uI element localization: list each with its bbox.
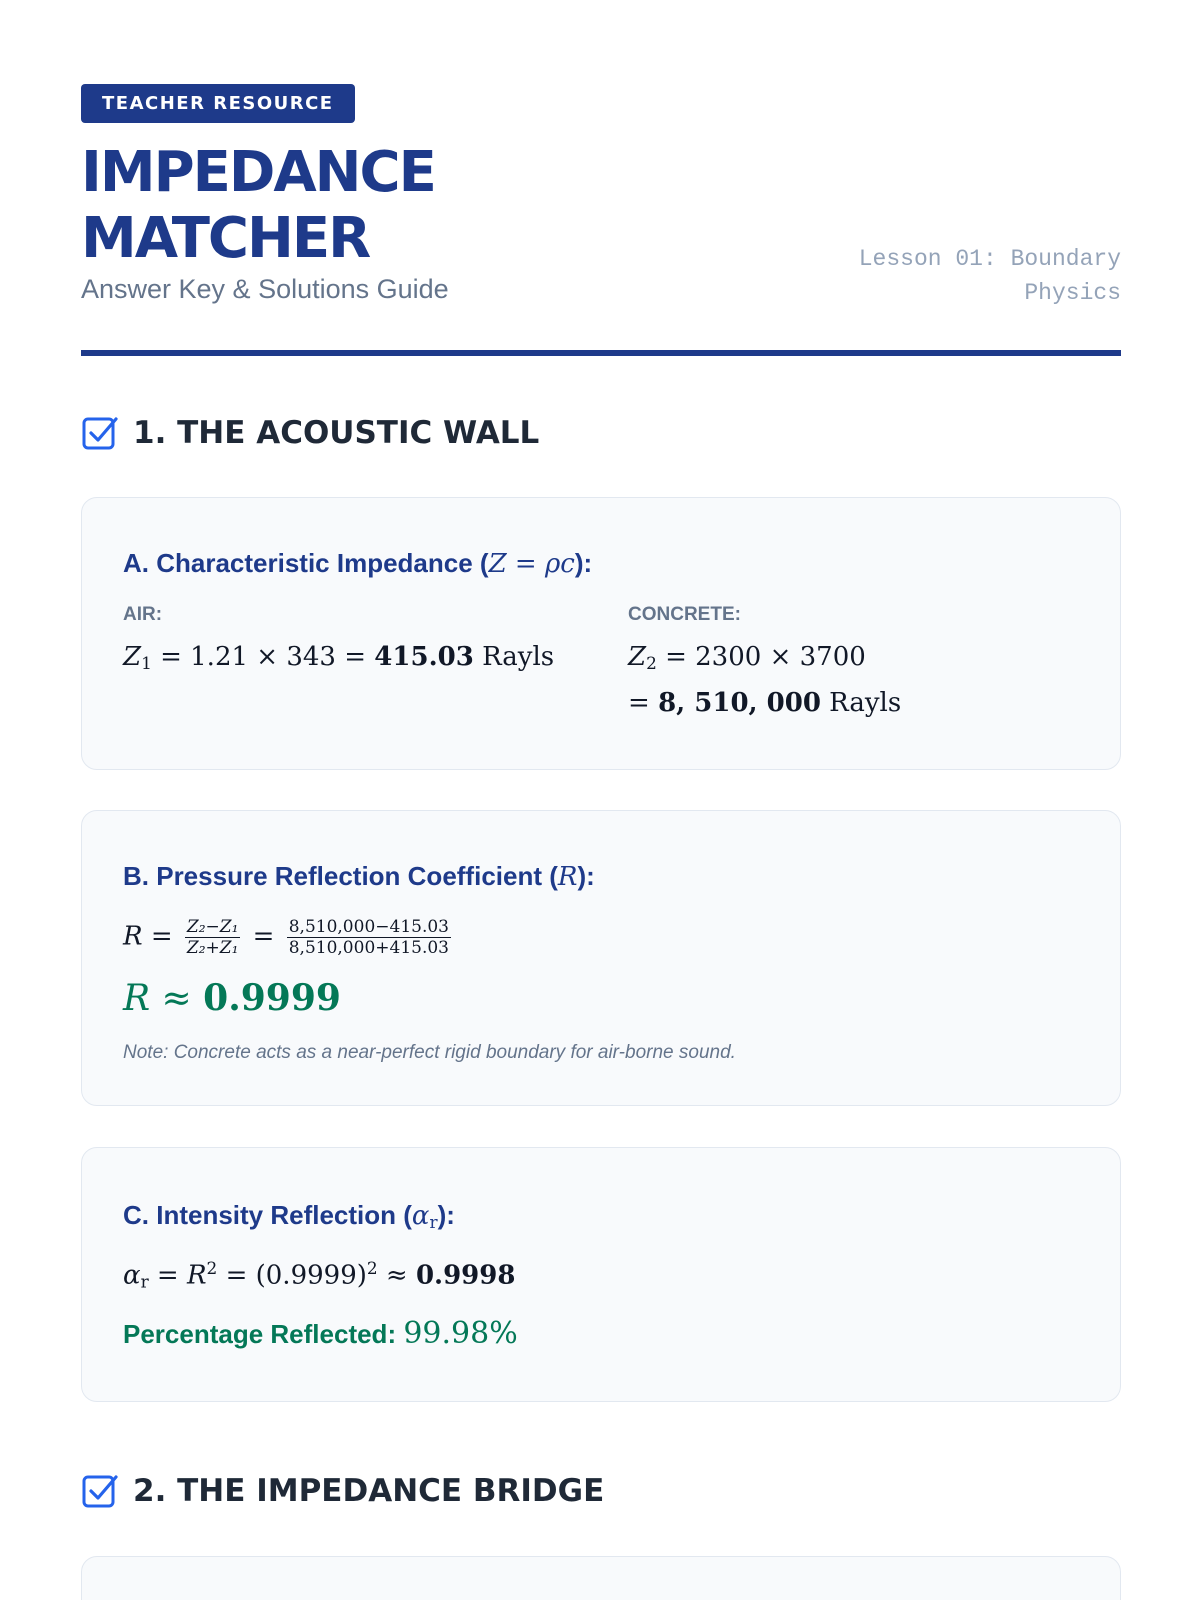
card-b-title-math: R: [557, 862, 578, 892]
card-c-title-text: C. Intensity Reflection (: [123, 1200, 412, 1230]
air-unit: Rayls: [482, 642, 555, 672]
section-2-title: 2. THE IMPEDANCE BRIDGE: [133, 1473, 605, 1509]
card-c-title: C. Intensity Reflection $(\alpha_r)$:: [123, 1200, 455, 1233]
teacher-resource-badge: TEACHER RESOURCE: [81, 84, 355, 123]
card-b-title-text: B. Pressure Reflection Coefficient (: [123, 861, 558, 891]
air-label: AIR:: [123, 604, 163, 625]
card-characteristic-impedance: [81, 497, 1121, 770]
impedance-fraction: [185, 917, 241, 958]
header-divider: [81, 350, 1121, 356]
page-title: [81, 140, 435, 272]
concrete-result-line: = 8, 510, 000 Rayls: [628, 688, 902, 718]
concrete-label: CONCRETE:: [628, 604, 741, 625]
card-pressure-reflection: [81, 810, 1121, 1106]
air-result: 415.03: [374, 642, 474, 672]
section-1-title: 1. THE ACOUSTIC WALL: [133, 415, 540, 451]
card-c-title-end: ):: [437, 1200, 455, 1230]
percentage-reflected: [123, 1316, 518, 1351]
card-intensity-reflection: [81, 1147, 1121, 1402]
intensity-equation: $\alpha_r = R^2 = (0.9999)^2 \approx 0.9998$: [123, 1258, 516, 1292]
section-2-heading: [81, 1472, 604, 1510]
numeric-fraction-denominator: 8,510,000+415.03: [288, 938, 449, 958]
concrete-equation: $Z_2 = 2300 \times 3700$: [628, 642, 866, 674]
reflection-formula: R = $\frac{\text{Z₂−Z₁}}{\text{Z₂+Z₁}}$ = $\frac{8,510,000-415.03}{8,510,000+415.03}$: [123, 917, 449, 958]
numeric-fraction-numerator: 8,510,000−415.03: [288, 917, 449, 937]
lesson-label: Lesson 01: Boundary Physics: [858, 246, 1121, 306]
percentage-label: Percentage Reflected:: [123, 1319, 404, 1349]
concrete-unit: Rayls: [829, 688, 902, 718]
impedance-fraction-numerator: Z₂−Z₁: [186, 917, 239, 937]
page-title-line-2: MATCHER: [81, 206, 370, 271]
intensity-result: 0.9998: [415, 1260, 516, 1291]
air-equation-body: = 1.21 × 343 =: [160, 642, 375, 672]
card-a-title-end: ):: [574, 548, 593, 578]
checkbox-checked-icon: [81, 1472, 119, 1510]
impedance-fraction-denominator: Z₂+Z₁: [186, 938, 239, 958]
concrete-note: Note: Concrete acts as a near-perfect rigid boundary for air-borne sound.: [123, 1042, 736, 1063]
reflection-result: R ≈ 0.9999: [123, 977, 341, 1019]
concrete-equation-body: = 2300 × 3700: [665, 642, 866, 672]
checkbox-checked-icon: [81, 414, 119, 452]
card-b-title-end: ):: [577, 861, 595, 891]
percentage-value: 99.98%: [403, 1316, 518, 1351]
air-equation: $Z_1 = 1.21 \times 343 = 415.03$ Rayls: [123, 642, 555, 674]
numeric-fraction: [287, 917, 451, 958]
card-a-title: [123, 548, 592, 579]
card-a-title-math: Z = ρc: [488, 549, 575, 579]
reflection-result-value: 0.9999: [203, 977, 341, 1019]
concrete-result: 8, 510, 000: [658, 688, 821, 718]
intensity-equation-body: = (0.9999): [225, 1260, 367, 1291]
page-title-line-1: IMPEDANCE: [81, 140, 435, 205]
card-a-title-text: A. Characteristic Impedance (: [123, 548, 489, 578]
card-b-title: [123, 861, 595, 892]
card-impedance-bridge: [81, 1556, 1121, 1600]
section-1-heading: [81, 414, 539, 452]
page-subtitle: Answer Key & Solutions Guide: [81, 274, 449, 304]
